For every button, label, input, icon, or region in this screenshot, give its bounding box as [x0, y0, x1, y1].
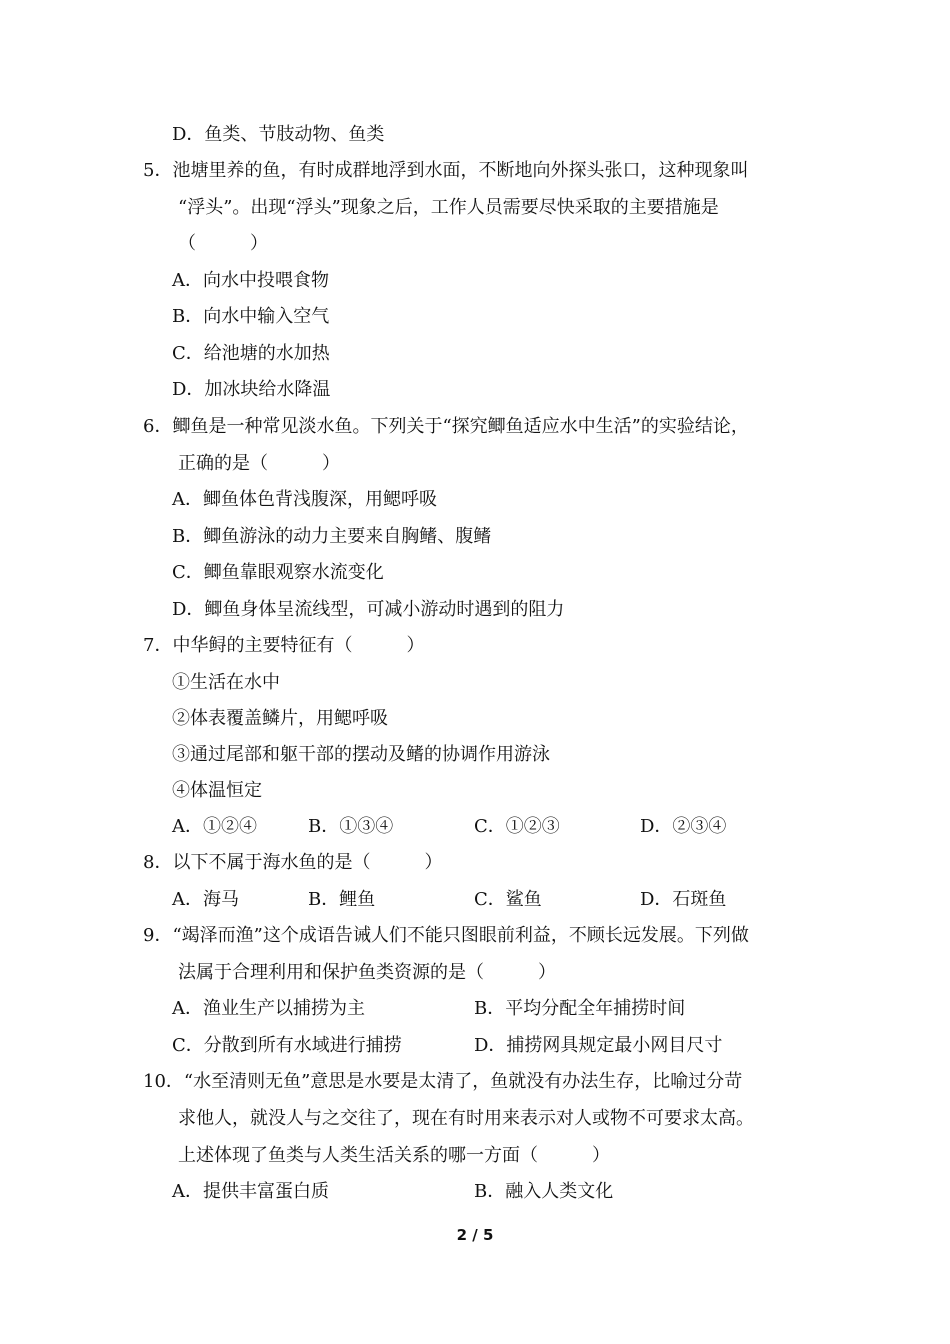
- q7-item-4: ④体温恒定: [172, 780, 262, 801]
- q10-stem-line3: 上述体现了鱼类与人类生活关系的哪一方面（ ）: [178, 1145, 610, 1166]
- q7-item-3: ③通过尾部和躯干部的摆动及鳍的协调作用游泳: [172, 744, 550, 765]
- q6-option-a: A．鲫鱼体色背浅腹深，用鳃呼吸: [172, 489, 437, 510]
- q5-option-d: D．加冰块给水降温: [172, 379, 331, 400]
- q8-option-d: D．石斑鱼: [640, 889, 727, 910]
- q7-stem-line1: 7．中华鲟的主要特征有（ ）: [143, 635, 425, 656]
- q8-option-c: C．鲨鱼: [474, 889, 542, 910]
- q10-stem-line2: 求他人，就没人与之交往了，现在有时用来表示对人或物不可要求太高。: [178, 1108, 754, 1129]
- q7-option-d: D．②③④: [640, 816, 727, 837]
- q10-option-a: A．提供丰富蛋白质: [172, 1181, 329, 1202]
- q7-option-b: B．①③④: [308, 816, 394, 837]
- q8-option-a: A．海马: [172, 889, 239, 910]
- page-number: 2 / 5: [456, 1226, 494, 1244]
- q9-option-a: A．渔业生产以捕捞为主: [172, 998, 365, 1019]
- q9-option-d: D．捕捞网具规定最小网目尺寸: [474, 1035, 723, 1056]
- q6-option-d: D．鲫鱼身体呈流线型，可减小游动时遇到的阻力: [172, 599, 565, 620]
- q9-stem-line2: 法属于合理利用和保护鱼类资源的是（ ）: [178, 962, 556, 983]
- q6-option-b: B．鲫鱼游泳的动力主要来自胸鳍、腹鳍: [172, 526, 492, 547]
- q8-option-b: B．鲤鱼: [308, 889, 376, 910]
- q9-option-c: C．分散到所有水域进行捕捞: [172, 1035, 402, 1056]
- q10-option-b: B．融入人类文化: [474, 1181, 614, 1202]
- q7-option-c: C．①②③: [474, 816, 560, 837]
- q5-option-b: B．向水中输入空气: [172, 306, 330, 327]
- q8-stem-line1: 8．以下不属于海水鱼的是（ ）: [143, 852, 443, 873]
- q5-stem-line1: 5．池塘里养的鱼，有时成群地浮到水面，不断地向外探头张口，这种现象叫: [143, 160, 749, 181]
- q9-stem-line1: 9．“竭泽而渔”这个成语告诫人们不能只图眼前利益，不顾长远发展。下列做: [143, 925, 749, 946]
- q6-stem-line2: 正确的是（ ）: [178, 453, 340, 474]
- q5-stem-line2: “浮头”。出现“浮头”现象之后，工作人员需要尽快采取的主要措施是: [178, 197, 719, 218]
- q7-item-2: ②体表覆盖鳞片，用鳃呼吸: [172, 708, 388, 729]
- q6-stem-line1: 6．鲫鱼是一种常见淡水鱼。下列关于“探究鲫鱼适应水中生活”的实验结论，: [143, 416, 749, 437]
- q5-option-c: C．给池塘的水加热: [172, 343, 330, 364]
- q7-option-a: A．①②④: [172, 816, 257, 837]
- q4-option-d: D．鱼类、节肢动物、鱼类: [172, 124, 385, 145]
- q7-item-1: ①生活在水中: [172, 672, 280, 693]
- q9-option-b: B．平均分配全年捕捞时间: [474, 998, 686, 1019]
- q6-option-c: C．鲫鱼靠眼观察水流变化: [172, 562, 384, 583]
- q10-stem-line1: 10．“水至清则无鱼”意思是水要是太清了，鱼就没有办法生存，比喻过分苛: [143, 1071, 743, 1092]
- q5-answer-bracket: （ ）: [178, 233, 268, 254]
- q5-option-a: A．向水中投喂食物: [172, 270, 329, 291]
